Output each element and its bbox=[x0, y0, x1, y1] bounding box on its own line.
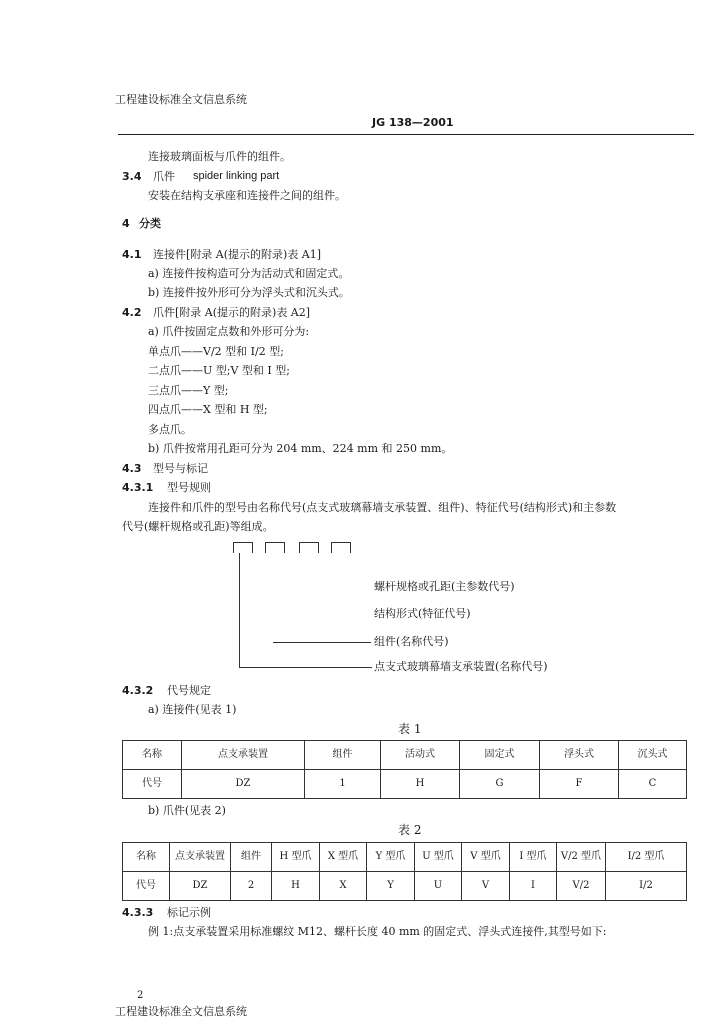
example-text: 例 1:点支承装置采用标准螺纹 M12、螺杆长度 40 mm 的固定式、浮头式连接件,其型号如下: bbox=[148, 925, 607, 938]
section-title: 代号规定 bbox=[167, 684, 211, 697]
table-cell: Y bbox=[367, 872, 415, 901]
table-cell: I bbox=[510, 872, 557, 901]
table-cell: 沉头式 bbox=[619, 741, 687, 770]
table-cell: I/2 型爪 bbox=[606, 843, 687, 872]
table-cell: G bbox=[460, 770, 540, 799]
table-cell: 活动式 bbox=[381, 741, 460, 770]
section-number: 4.3.2 bbox=[122, 684, 154, 697]
table-caption: 表 2 bbox=[398, 823, 422, 837]
list-item: 三点爪——Y 型; bbox=[148, 384, 229, 397]
section-number: 4 bbox=[122, 217, 130, 230]
table-cell: 点支承装置 bbox=[170, 843, 231, 872]
header-rule bbox=[118, 134, 694, 135]
table-cell: DZ bbox=[170, 872, 231, 901]
section-number: 4.3 bbox=[122, 462, 142, 475]
table-cell: Y 型爪 bbox=[367, 843, 415, 872]
table-cell: X bbox=[320, 872, 367, 901]
table-cell: I 型爪 bbox=[510, 843, 557, 872]
table-cell: H 型爪 bbox=[272, 843, 320, 872]
list-item: a) 连接件按构造可分为活动式和固定式。 bbox=[148, 267, 350, 280]
list-item: a) 爪件按固定点数和外形可分为: bbox=[148, 325, 310, 338]
paragraph-line: 代号(螺杆规格或孔距)等组成。 bbox=[122, 520, 274, 533]
section-number: 3.4 bbox=[122, 170, 142, 183]
leader-line bbox=[273, 642, 371, 643]
table-row bbox=[123, 843, 687, 872]
spider-definition: 安装在结构支承座和连接件之间的组件。 bbox=[148, 189, 346, 202]
section-title: 标记示例 bbox=[167, 906, 211, 919]
table-cell: U bbox=[415, 872, 462, 901]
list-item: 四点爪——X 型和 H 型; bbox=[148, 403, 268, 416]
code-box bbox=[233, 542, 253, 553]
section-title: 分类 bbox=[139, 217, 161, 230]
section-title: 型号与标记 bbox=[153, 462, 208, 475]
table-cell: X 型爪 bbox=[320, 843, 367, 872]
table-cell: 名称 bbox=[123, 741, 182, 770]
table-cell: F bbox=[540, 770, 619, 799]
table-cell: H bbox=[272, 872, 320, 901]
leader-line bbox=[239, 553, 372, 668]
table-cell: 2 bbox=[231, 872, 272, 901]
table-row bbox=[123, 872, 687, 901]
list-item: b) 爪件(见表 2) bbox=[148, 804, 226, 817]
table-cell: 代号 bbox=[123, 872, 170, 901]
list-item: 多点爪。 bbox=[148, 423, 192, 436]
table-cell: 浮头式 bbox=[540, 741, 619, 770]
list-item: 单点爪——V/2 型和 I/2 型; bbox=[148, 345, 284, 358]
table-cell: DZ bbox=[182, 770, 305, 799]
source-footer: 工程建设标准全文信息系统 bbox=[115, 1005, 247, 1018]
list-item: b) 爪件按常用孔距可分为 204 mm、224 mm 和 250 mm。 bbox=[148, 442, 453, 455]
section-number: 4.3.1 bbox=[122, 481, 154, 494]
page-number: 2 bbox=[137, 990, 144, 1001]
table-cell: I/2 bbox=[606, 872, 687, 901]
table-cell: 代号 bbox=[123, 770, 182, 799]
section-title: 型号规则 bbox=[167, 481, 211, 494]
table-caption: 表 1 bbox=[398, 722, 422, 736]
diagram-label: 点支式玻璃幕墙支承装置(名称代号) bbox=[374, 660, 548, 673]
table-1 bbox=[122, 740, 687, 799]
list-item: 二点爪——U 型;V 型和 I 型; bbox=[148, 364, 290, 377]
section-english-term: spider linking part bbox=[193, 170, 280, 182]
table-cell: V bbox=[462, 872, 510, 901]
table-cell: 1 bbox=[305, 770, 381, 799]
code-box bbox=[299, 542, 319, 553]
section-title: 爪件 bbox=[153, 170, 175, 183]
paragraph-line: 连接件和爪件的型号由名称代号(点支式玻璃幕墙支承装置、组件)、特征代号(结构形式)和主参数 bbox=[148, 501, 617, 514]
section-title: 爪件[附录 A(提示的附录)表 A2] bbox=[153, 306, 311, 319]
diagram-label: 螺杆规格或孔距(主参数代号) bbox=[374, 580, 515, 593]
diagram-label: 结构形式(特征代号) bbox=[374, 607, 471, 620]
table-cell: 名称 bbox=[123, 843, 170, 872]
table-2 bbox=[122, 842, 687, 901]
table-cell: V 型爪 bbox=[462, 843, 510, 872]
list-item: b) 连接件按外形可分为浮头式和沉头式。 bbox=[148, 286, 350, 299]
table-cell: 组件 bbox=[231, 843, 272, 872]
code-box bbox=[265, 542, 285, 553]
table-cell: 组件 bbox=[305, 741, 381, 770]
section-number: 4.1 bbox=[122, 248, 142, 261]
code-box bbox=[331, 542, 351, 553]
source-header: 工程建设标准全文信息系统 bbox=[115, 93, 247, 106]
section-title: 连接件[附录 A(提示的附录)表 A1] bbox=[153, 248, 322, 261]
standard-number: JG 138—2001 bbox=[372, 116, 454, 129]
table-cell: 固定式 bbox=[460, 741, 540, 770]
section-number: 4.2 bbox=[122, 306, 142, 319]
diagram-label: 组件(名称代号) bbox=[374, 635, 449, 648]
table-cell: V/2 型爪 bbox=[557, 843, 606, 872]
section-number: 4.3.3 bbox=[122, 906, 154, 919]
table-cell: U 型爪 bbox=[415, 843, 462, 872]
table-cell: H bbox=[381, 770, 460, 799]
table-cell: C bbox=[619, 770, 687, 799]
list-item: a) 连接件(见表 1) bbox=[148, 703, 237, 716]
table-row bbox=[123, 741, 687, 770]
table-cell: V/2 bbox=[557, 872, 606, 901]
table-row bbox=[123, 770, 687, 799]
table-cell: 点支承装置 bbox=[182, 741, 305, 770]
connector-definition: 连接玻璃面板与爪件的组件。 bbox=[148, 150, 291, 163]
